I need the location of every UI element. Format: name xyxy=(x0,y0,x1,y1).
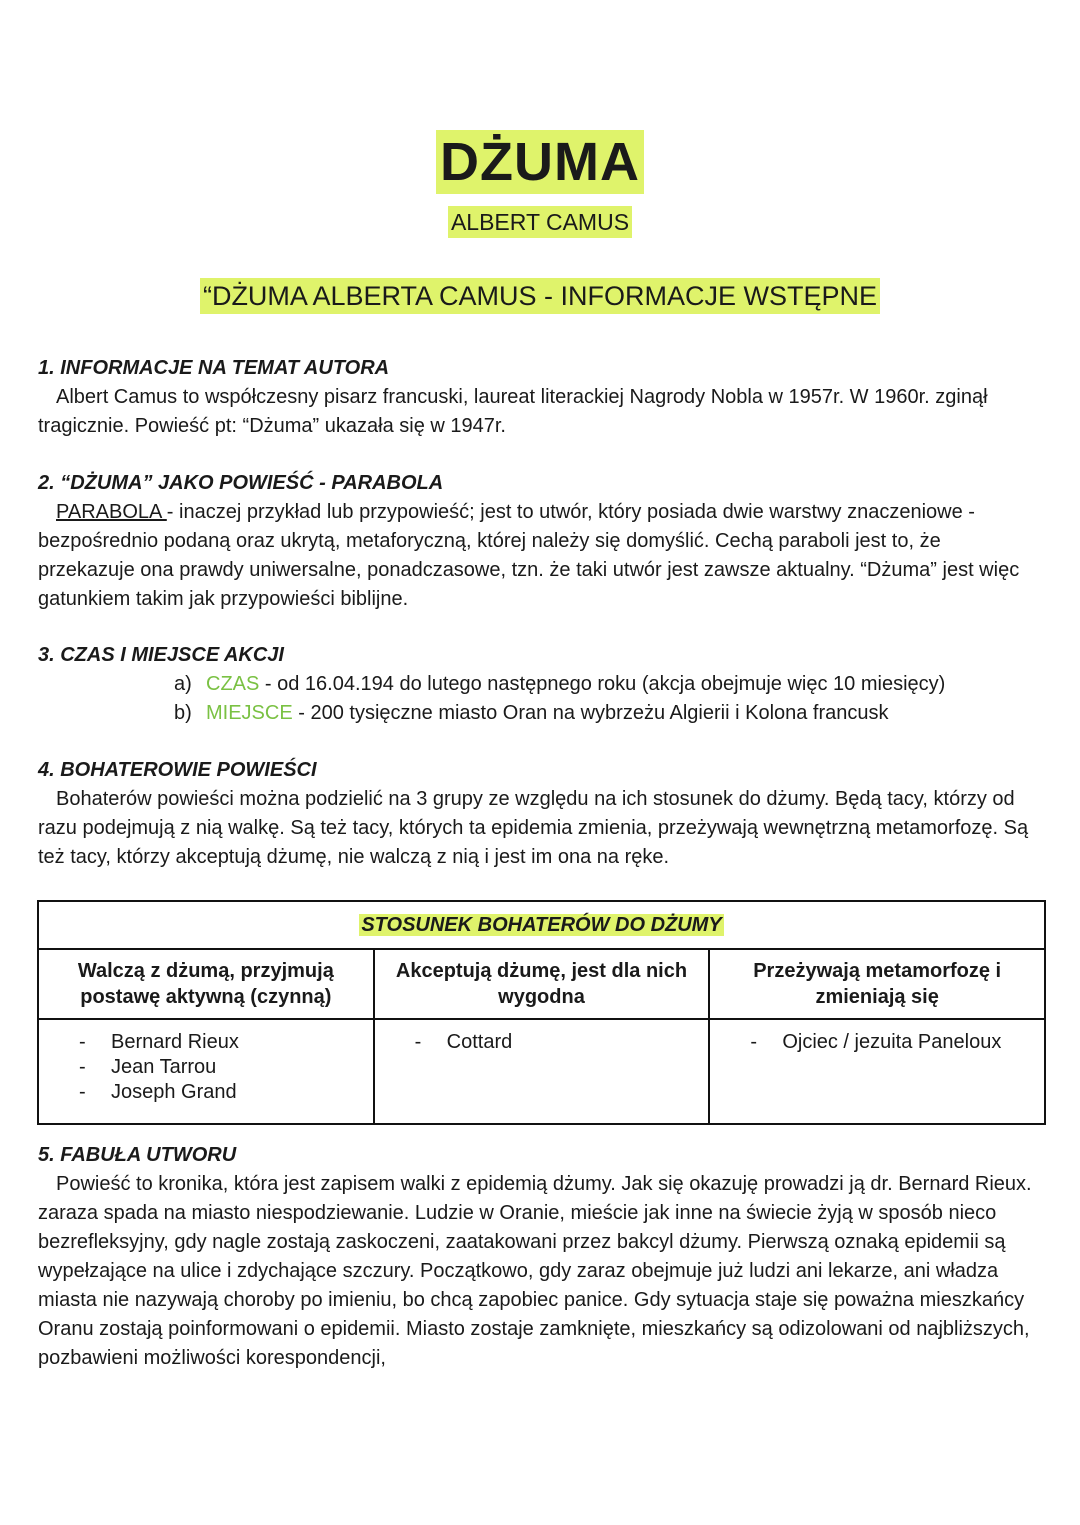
list-dash: - xyxy=(79,1081,86,1103)
list-item xyxy=(79,1080,372,1105)
section-text: Powieść to kronika, która jest zapisem walki z epidemią dżumy. Jak się okazuję prowadzi ją dr. Bernard Rieux. zaraza spada na miasto niespodziewanie. Ludzie w Oranie, mieście jak inne na świecie żyją w sposób nieco bezrefleksyjny, gdy nagle zostają zaskoczeni, zaatakowani przez bakcyl dżumy. Pierwszą oznaką epidemii są wypełzające na ulice i zdychające szczury. Początkowo, gdy zaraz obejmuje już ludzi ani lekarze, ani władza miasta nie nazywają choroby po imieniu, bo chcą zapobiec panice. Gdy sytuacja staje się poważna mieszkańcy Oranu zostają poinformowani o epidemii. Miasto zostaje zamknięte, mieszkańcy są odizolowani od najbliższych, pozbawieni możliwości korespondencji, xyxy=(38,1173,1032,1369)
list-marker: a) xyxy=(174,673,192,695)
character-name: Bernard Rieux xyxy=(111,1031,239,1053)
column-header-transformers: Przeżywają metamorfozę i zmieniają się xyxy=(709,949,1045,1019)
section-heading: 5. FABUŁA UTWORU xyxy=(38,1144,237,1166)
section-text: Bohaterów powieści można podzielić na 3 grupy ze względu na ich stosunek do dżumy. Będą tacy, którzy od razu podejmują z nią walkę. Są też tacy, których ta epidemia zmienia, przeżywają wewnętrzną metamorfozę. Są też tacy, którzy akceptują dżumę, nie walczą z nią i jest im ona na ręke. xyxy=(38,788,1029,868)
section-time-place xyxy=(38,641,1042,728)
section-parabola xyxy=(38,469,1042,614)
term-parabola: PARABOLA xyxy=(56,501,167,523)
list-item-time xyxy=(38,670,1042,699)
definition-text: - inaczej przykład lub przypowieść; jest to utwór, który posiada dwie warstwy znaczeniowe - bezpośrednio podaną oraz ukrytą, metaforyczną, której należy się domyślić. Cechą paraboli jest to, że przekazuje ona prawdy uniwersalne, ponadczasowe, tzn. że taki utwór jest zawsze aktualny. “Dżuma” jest więc gatunkiem takim jak przypowieści biblijne. xyxy=(38,501,1020,610)
column-header-fighters: Walczą z dżumą, przyjmują postawę aktywną (czynną) xyxy=(38,949,374,1019)
column-fighters xyxy=(38,1019,374,1124)
list-key: CZAS xyxy=(206,673,260,695)
list-item xyxy=(79,1055,372,1080)
section-heading: 4. BOHATEROWIE POWIEŚCI xyxy=(38,759,317,781)
section-text xyxy=(38,498,1042,614)
list-text: - od 16.04.194 do lutego następnego roku (akcja obejmuje więc 10 miesięcy) xyxy=(259,673,946,695)
list-dash: - xyxy=(79,1056,86,1078)
section-characters xyxy=(38,756,1042,872)
section-heading: 1. INFORMACJE NA TEMAT AUTORA xyxy=(38,357,390,379)
author-container xyxy=(0,206,1080,238)
table-title-row xyxy=(38,901,1045,949)
title-container xyxy=(0,130,1080,194)
list-text: - 200 tysięczne miasto Oran na wybrzeżu Algierii i Kolona francusk xyxy=(292,702,889,724)
subtitle: “DŻUMA ALBERTA CAMUS - INFORMACJE WSTĘPNE xyxy=(200,278,880,314)
section-plot xyxy=(38,1141,1042,1373)
table-title: STOSUNEK BOHATERÓW DO DŻUMY xyxy=(361,913,722,936)
list-dash: - xyxy=(414,1031,422,1053)
section-heading: 3. CZAS I MIEJSCE AKCJI xyxy=(38,644,284,666)
list-key: MIEJSCE xyxy=(206,702,293,724)
author-name: ALBERT CAMUS xyxy=(448,206,632,238)
character-name: Ojciec / jezuita Paneloux xyxy=(782,1031,1002,1053)
table-body-row xyxy=(38,1019,1045,1124)
page-title: DŻUMA xyxy=(436,130,644,194)
column-header-acceptors: Akceptują dżumę, jest dla nich wygodna xyxy=(374,949,710,1019)
table-title-cell xyxy=(38,901,1045,949)
section-text: Albert Camus to współczesny pisarz francuski, laureat literackiej Nagrody Nobla w 1957r. W 1960r. zginął tragicznie. Powieść pt: “Dżuma” ukazała się w 1947r. xyxy=(38,386,988,437)
character-list xyxy=(750,1030,1043,1055)
list-item-place xyxy=(38,699,1042,728)
section-heading: 2. “DŻUMA” JAKO POWIEŚĆ - PARABOLA xyxy=(38,472,444,494)
column-transformers xyxy=(709,1019,1045,1124)
column-acceptors xyxy=(374,1019,710,1124)
list-item xyxy=(750,1030,1043,1055)
character-name: Cottard xyxy=(446,1031,513,1053)
list-item xyxy=(79,1030,372,1055)
list-item xyxy=(415,1030,708,1055)
table-header-row xyxy=(38,949,1045,1019)
list-dash: - xyxy=(79,1031,86,1053)
subtitle-container xyxy=(0,278,1080,314)
character-name: Joseph Grand xyxy=(111,1081,237,1103)
character-list xyxy=(415,1030,708,1055)
character-name: Jean Tarrou xyxy=(111,1056,217,1078)
list-marker: b) xyxy=(174,702,192,724)
section-author-info xyxy=(38,354,1042,441)
character-list xyxy=(79,1030,372,1105)
characters-table xyxy=(37,900,1046,1125)
list-dash: - xyxy=(750,1031,757,1053)
